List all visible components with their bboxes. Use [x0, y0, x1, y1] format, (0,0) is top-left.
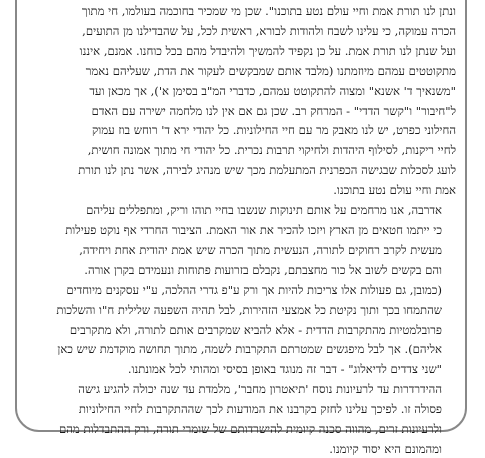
- text-line: לועג לסכלות שבגישה הכפרנית המתעלמת מכך שיש מנהיג לבירה, אשר נתן לנו תורת: [78, 163, 456, 178]
- text-line: "שני צדדים לדיאלוג" - דבר זה מנוגד באופן בסיסי ומהותי לכל אמונתנו.: [127, 362, 442, 377]
- text-line: הכרה עמוקה, כי עלינו לשבח ולהודות לבורא, ראשית לכל, על שהבדילנו מן התועים,: [82, 23, 456, 38]
- text-line: אדרבה, אנו מרחמים על אותם תינוקות שנשבו בחיי תוהו וריק, ומתפללים עליהם: [86, 203, 442, 218]
- text-line: שהתמחו בכך ותוך נקיטת כל אמצעי הזהירות, לבל תהיה השפעה שלילית ח"ו והשלכות: [56, 302, 442, 317]
- text-line: פרובלמטיות מהתקרבות הדדית - אלא להביא שמקרבים אותם לתורה, ולא מתקרבים: [69, 322, 442, 337]
- text-line: "משנאיך ד' אשנא" ומצוה להתקוטט עמהם, כדברי המ"ב בסימן א'), אך מכאן ועד: [89, 83, 456, 98]
- text-line: מתקוטטים עמהם מיוזמתנו (מלבד אותם שמבקשים לעקור את הדת, שעליהם נאמר: [85, 63, 456, 78]
- article-body: [28, 2, 456, 458]
- text-line: ולרעיונות זרים, מהווה סכנה קיומית להישרדותם של שומרי תורה, ורק ההתבדלות מהם: [59, 422, 442, 437]
- text-line: והם בקשים לשוב אל כור מחצבתם, נקבלם בזרועות פתוחות ונעמידם בקרן אורה.: [84, 262, 442, 277]
- text-line: מעשית לקרב רחוקים לתורה, הנעשית מתוך הכרה שיש אמת יהודית אחת ויחידה,: [79, 242, 442, 257]
- text-line: ומהמונם היא יסוד קיומנו.: [329, 441, 442, 456]
- text-line: ההידרדרות עד לרעיונות נוסח 'תיאטרון מחבר', מלמדת עד שנה יכולה להגיע גישה: [78, 382, 442, 397]
- text-line: החילוני כפרט, יש לנו מאבק מר עם חיי החילוניות. כל יהודי ירא ד' רוחש בוז עמוק: [92, 123, 456, 138]
- text-line: פסולה זו. לפיכך עלינו לחזק בקרבנו את המודעות לכך שההתקרבות לחיי החילוניות: [78, 402, 442, 417]
- text-line: לחיי ריקנות, לסילוף היהדות ולחיקוי תרבות נכרית. כל יהודי חי מתוך אמונה חושית,: [87, 143, 456, 158]
- text-line: אמת וחיי עולם נטע בתוכנו.: [333, 183, 456, 198]
- paragraph-2: [28, 201, 456, 380]
- text-line: ונתן לנו תורת אמת וחיי עולם נטע בתוכנו". שכן מי שמכיר בחוכמה בעולמו, חי מתוך: [81, 4, 456, 18]
- text-line: אליהם). אך לבל מיפגשים שמטרתם התקרבות לשמה, מתוך תחושה מוקדמת שיש כאן: [57, 342, 442, 357]
- text-line: כי ייתמו חטאים מן הארץ ויזכו להכיר את אור האמת. הציבור החרדי אף נוקט פעילות: [65, 222, 442, 237]
- text-line: ל"חיבור" ו"קשר הדדי" - המרחק רב. שכן גם אם אין לנו מלחמה ישירה עם האדם: [91, 103, 456, 118]
- paragraph-1: [28, 2, 456, 201]
- text-line: (כמובן, גם פעולות אלו צריכות להיות אך ורק ע"פ גדרי ההלכה, ע"י עסקנים מיוחדים: [66, 282, 442, 297]
- paragraph-3: [28, 380, 456, 458]
- text-line: ועל שנתן לנו תורת אמת. על כן נקפיד להמשיך ולהיבדל מהם בכל כוחנו. אמנם, איננו: [79, 43, 456, 58]
